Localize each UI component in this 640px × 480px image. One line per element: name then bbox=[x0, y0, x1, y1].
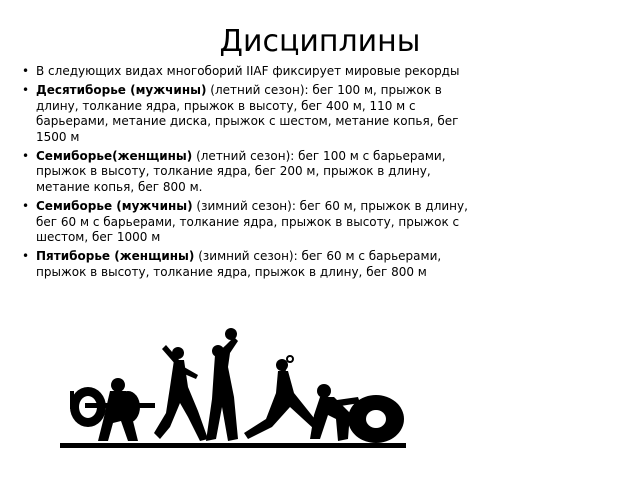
slide-title: Дисциплины bbox=[219, 24, 421, 59]
bullet-text: (летний сезон): бег 100 м с барьерами, прыжок в высоту, толкание ядра, бег 200 м, прыжок в длину, метание копья, бег 800 м. bbox=[36, 149, 446, 194]
ball-thrower-silhouette bbox=[206, 328, 238, 441]
bullet-text: (зимний сезон): бег 60 м с барьерами, прыжок в высоту, толкание ядра, прыжок в длину, бег 800 м bbox=[36, 249, 442, 279]
bullet-list bbox=[22, 64, 474, 284]
bullet-marker: • bbox=[22, 64, 30, 78]
weightlifter-silhouette bbox=[70, 378, 155, 441]
bullet-text: (летний сезон): бег 100 м, прыжок в длину, толкание ядра, прыжок в высоту, бег 400 м, 110 м с барьерами, метание диска, прыжок с шестом, метание копья, бег 1500 м bbox=[36, 83, 459, 144]
bullet-marker: • bbox=[22, 199, 30, 214]
ground-strip bbox=[60, 443, 406, 448]
runner-silhouette bbox=[154, 345, 208, 441]
bullet-item bbox=[22, 199, 474, 245]
bullet-text: В следующих видах многоборий IIAF фиксирует мировые рекорды bbox=[36, 64, 460, 78]
bullet-bold-text: Десятиборье (мужчины) bbox=[36, 83, 207, 98]
tire-flipper-silhouette bbox=[310, 384, 404, 443]
bullet-marker: • bbox=[22, 83, 30, 98]
kettlebell-lifter-silhouette bbox=[244, 356, 318, 439]
bullet-text: (зимний сезон): бег 60 м, прыжок в длину, бег 60 м с барьерами, толкание ядра, прыжок в высоту, прыжок с шестом, бег 1000 м bbox=[36, 199, 468, 245]
bullet-item bbox=[22, 149, 474, 195]
bullet-bold-text: Пятиборье (женщины) bbox=[36, 249, 195, 264]
bullet-bold-text: Семиборье (мужчины) bbox=[36, 199, 193, 214]
bullet-bold-text: Семиборье(женщины) bbox=[36, 149, 193, 164]
bullet-item bbox=[22, 249, 474, 280]
bullet-marker: • bbox=[22, 249, 30, 264]
bullet-marker: • bbox=[22, 149, 30, 164]
bullet-item bbox=[22, 64, 474, 79]
bullet-item bbox=[22, 83, 474, 145]
athletes-silhouettes-icon bbox=[58, 327, 408, 449]
